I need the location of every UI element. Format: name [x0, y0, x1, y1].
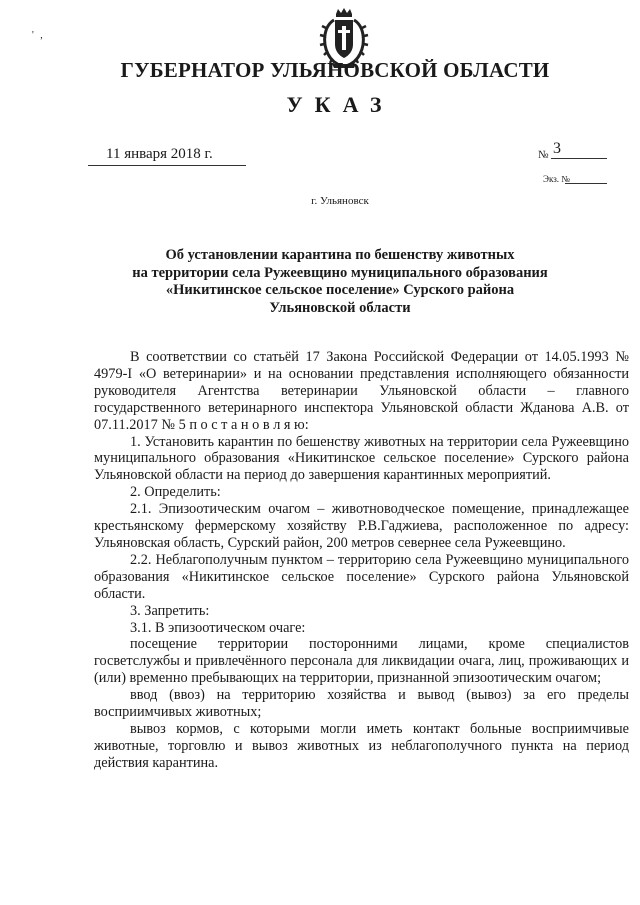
- body-paragraph: 2. Определить:: [130, 484, 221, 501]
- subject-line: Ульяновской области: [269, 299, 411, 316]
- subject-line: на территории села Ружеевщино муниципального образования: [132, 264, 548, 281]
- number-underline: [551, 158, 607, 159]
- copy-number-underline: [565, 183, 607, 184]
- decree-body: [94, 349, 629, 772]
- subject-line: Об установлении карантина по бешенству животных: [165, 247, 515, 263]
- body-paragraph: посещение территории посторонними лицами, кроме специалистов госветслужбы и привлечённого персонала для ликвидации очага, лиц, проживающих и (или) временно пребывающих на территории, признанной эпизоотическим очагом;: [94, 636, 629, 687]
- decree-subject: [120, 247, 560, 317]
- subject-line: «Никитинское сельское поселение» Сурского района: [165, 282, 515, 298]
- document-date: 11 января 2018 г.: [106, 146, 213, 162]
- body-paragraph: 2.2. Неблагополучным пунктом – территорию села Ружеевщино муниципального образования «Никитинское сельское поселение» Сурского района Ульяновской области.: [94, 551, 629, 602]
- city: г. Ульяновск: [311, 195, 369, 207]
- document-type: УКАЗ: [286, 92, 394, 117]
- body-paragraph: 1. Установить карантин по бешенству животных на территории села Ружеевщино муниципального образования «Никитинское сельское поселение» Сурского района Ульяновской области на период до завершения карантинных мероприятий.: [94, 433, 629, 484]
- body-paragraph: В соответствии со статьёй 17 Закона Российской Федерации от 14.05.1993 № 4979-I «О ветеринарии» и на основании представления исполняющего обязанности руководителя Агентства ветеринарии Ульяновской области – главного государственного ветеринарного инспектора Ульяновской области Жданова А.В. от 07.11.2017 № 5 п о с т а н о в л я ю:: [94, 349, 629, 433]
- body-paragraph: ввод (ввоз) на территорию хозяйства и вывод (вывоз) за его пределы восприимчивых животных;: [94, 687, 629, 721]
- issuer-title: ГУБЕРНАТОР УЛЬЯНОВСКОЙ ОБЛАСТИ: [120, 58, 550, 82]
- body-paragraph: 2.1. Эпизоотическим очагом – животноводческое помещение, принадлежащее крестьянскому фермерскому хозяйству Р.В.Гаджиева, расположенное по адресу: Ульяновская область, Сурский район, 200 метров севернее села Ружеевщино.: [94, 501, 629, 551]
- body-paragraph: вывоз кормов, с которыми могли иметь контакт больные восприимчивые животные, торговлю и вывоз животных из неблагополучного пункта на период действия карантина.: [94, 720, 629, 771]
- copy-number-label: Экз. №: [543, 174, 570, 184]
- corner-mark: ' ,: [32, 30, 45, 41]
- body-paragraph: 3. Запретить:: [130, 602, 210, 619]
- document-number: 3: [553, 140, 561, 157]
- body-paragraph: 3.1. В эпизоотическом очаге:: [130, 619, 306, 636]
- number-label: №: [538, 149, 549, 161]
- date-underline: [88, 165, 246, 166]
